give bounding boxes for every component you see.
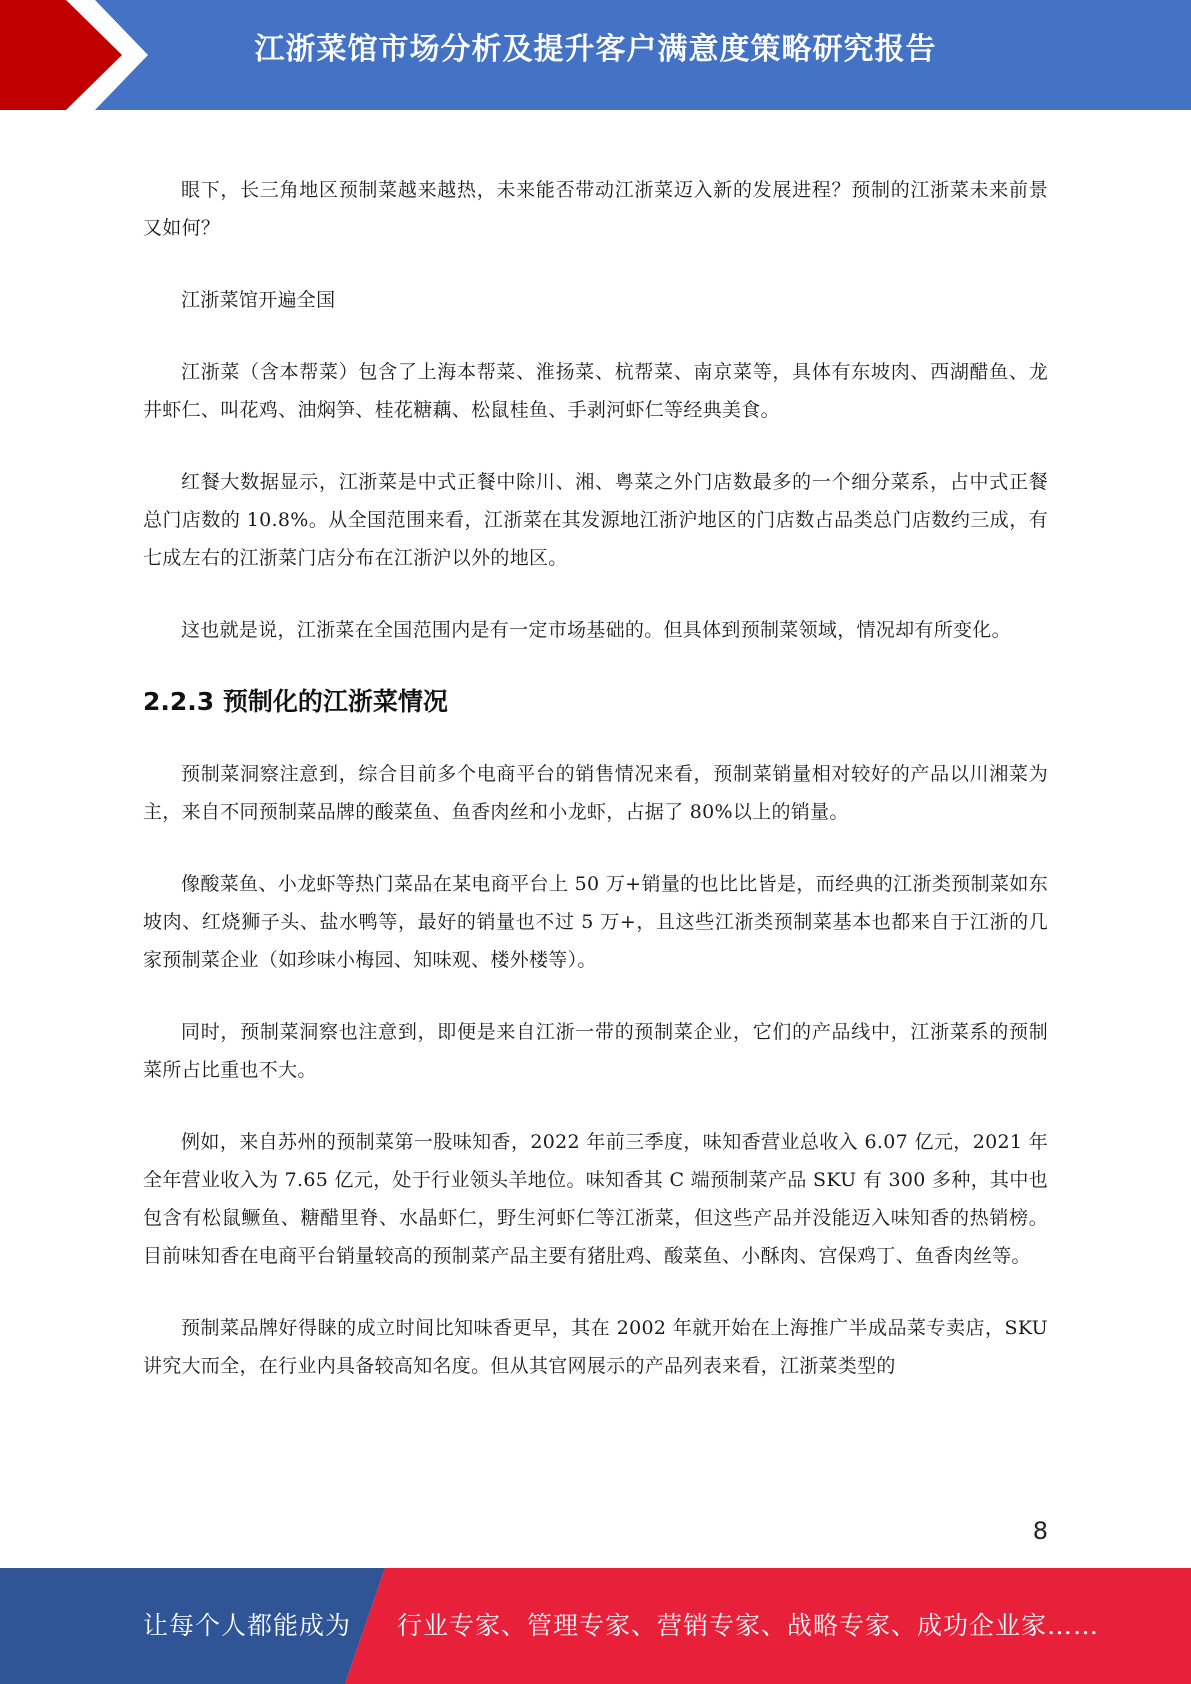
paragraph: 江浙菜（含本帮菜）包含了上海本帮菜、淮扬菜、杭帮菜、南京菜等，具体有东坡肉、西湖醋鱼、龙井虾仁、叫花鸡、油焖笋、桂花糖藕、松鼠桂鱼、手剥河虾仁等经典美食。: [143, 361, 1048, 421]
paragraph: 眼下，长三角地区预制菜越来越热，未来能否带动江浙菜迈入新的发展进程？预制的江浙菜未来前景又如何？: [143, 179, 1048, 239]
paragraph: 预制菜品牌好得睐的成立时间比知味香更早，其在 2002 年就开始在上海推广半成品菜专卖店，SKU 讲究大而全，在行业内具备较高知名度。但从其官网展示的产品列表来看，江浙菜类型的: [143, 1317, 1048, 1377]
paragraph: 例如，来自苏州的预制菜第一股味知香，2022 年前三季度，味知香营业总收入 6.07 亿元，2021 年全年营业收入为 7.65 亿元，处于行业领头羊地位。味知香其 C 端预制菜产品 SKU 有 300 多种，其中也包含有松鼠鳜鱼、糖醋里脊、水晶虾仁，野生河虾仁等江浙菜，但这些产品并没能迈入味知香的热销榜。目前味知香在电商平台销量较高的预制菜产品主要有猪肚鸡、酸菜鱼、小酥肉、宫保鸡丁、鱼香肉丝等。: [143, 1131, 1048, 1267]
subsection-label: 江浙菜馆开遍全国: [181, 289, 336, 311]
section-heading: 2.2.3 预制化的江浙菜情况: [143, 687, 448, 716]
footer-slogan-right: 行业专家、管理专家、营销专家、战略专家、成功企业家……: [397, 1611, 1100, 1640]
paragraph: 预制菜洞察注意到，综合目前多个电商平台的销售情况来看，预制菜销量相对较好的产品以川湘菜为主，来自不同预制菜品牌的酸菜鱼、鱼香肉丝和小龙虾，占据了 80%以上的销量。: [143, 763, 1048, 823]
paragraph: 像酸菜鱼、小龙虾等热门菜品在某电商平台上 50 万+销量的也比比皆是，而经典的江浙类预制菜如东坡肉、红烧狮子头、盐水鸭等，最好的销量也不过 5 万+，且这些江浙类预制菜基本也都来自于江浙的几家预制菜企业（如珍味小梅园、知味观、楼外楼等）。: [143, 873, 1048, 971]
page-footer: [0, 1568, 1191, 1684]
paragraph: 红餐大数据显示，江浙菜是中式正餐中除川、湘、粤菜之外门店数最多的一个细分菜系，占中式正餐总门店数的 10.8%。从全国范围来看，江浙菜在其发源地江浙沪地区的门店数占品类总门店数约三成，有七成左右的江浙菜门店分布在江浙沪以外的地区。: [143, 471, 1048, 569]
paragraph: 这也就是说，江浙菜在全国范围内是有一定市场基础的。但具体到预制菜领域，情况却有所变化。: [181, 619, 1011, 641]
document-body: [143, 171, 1048, 1419]
page-number: 8: [1032, 1517, 1048, 1545]
report-title: 江浙菜馆市场分析及提升客户满意度策略研究报告: [254, 32, 937, 67]
page-header: [0, 0, 1191, 110]
footer-slogan-left: 让每个人都能成为: [143, 1611, 352, 1640]
paragraph: 同时，预制菜洞察也注意到，即便是来自江浙一带的预制菜企业，它们的产品线中，江浙菜系的预制菜所占比重也不大。: [143, 1021, 1048, 1081]
